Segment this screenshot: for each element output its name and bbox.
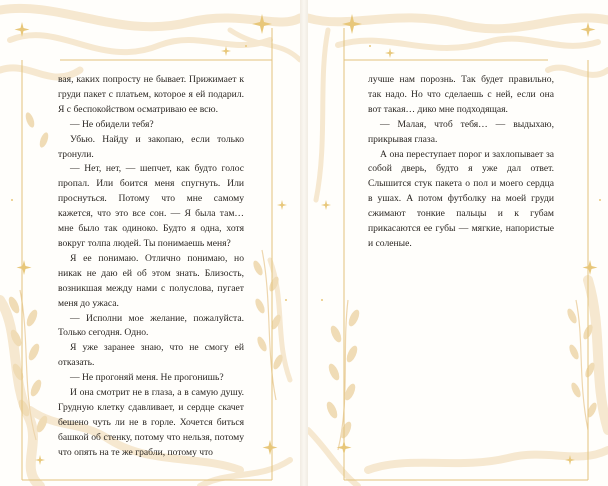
left-page: [0, 0, 300, 486]
right-page-text: [368, 73, 554, 252]
paragraph: — Малая, чтоб тебя… — выдыхаю, прикрывая глаза.: [368, 118, 554, 145]
paragraph: — Не прогоняй меня. Не прогонишь?: [70, 372, 224, 384]
leaf-branch: [325, 300, 599, 450]
left-page-text: [58, 73, 244, 461]
paragraph: лучше нам порознь. Так будет правильно, так надо. Но что сделаешь с ней, если она вот такая… дико мне подходящая.: [368, 74, 554, 115]
paragraph: Убью. Найду и закопаю, если только тронули.: [58, 133, 244, 160]
paragraph: А она переступает порог и захлопывает за собой дверь, будто я уже дал ответ. Слышится стук пакета о пол и моего сердца в ушах. А потом футболку на моей груди сжимают тонкие пальцы и к губам прикасаются ее губы — мягкие, напористые и соленые.: [368, 148, 554, 249]
right-page: [308, 0, 608, 486]
paragraph: — Исполни мое желание, пожалуйста. Только сегодня. Одно.: [58, 312, 244, 339]
paragraph: — Не обидели тебя?: [70, 118, 154, 130]
paragraph: И она смотрит не в глаза, а в самую душу. Грудную клетку сдавливает, и сердце скачет бешено чуть ли не в горле. Хочется биться башкой об стенку, потому что нельзя, потому что опять на те же грабли, потому что: [58, 387, 244, 458]
paragraph: Я ее понимаю. Отлично понимаю, но никак не даю ей об этом знать. Близость, возникшая между нами с полуслова, пугает меня до ужаса.: [58, 252, 244, 309]
paragraph: Я уже заранее знаю, что не смогу ей отказать.: [58, 342, 244, 369]
paragraph: вая, каких попросту не бывает. Прижимает к груди пакет с платьем, которое я ей подарил. Я с беспокойством осматриваю ее всю.: [58, 74, 244, 115]
paragraph: — Нет, нет, — шепчет, как будто голос пропал. Или боится меня спугнуть. Или проснуться. Потому что мне самому кажется, что это все сон. — Я была там… мне было так одиноко. Будто я одна, хотя вокруг толпа людей. Ты понимаешь меня?: [58, 163, 244, 249]
book-gutter: [300, 0, 308, 486]
